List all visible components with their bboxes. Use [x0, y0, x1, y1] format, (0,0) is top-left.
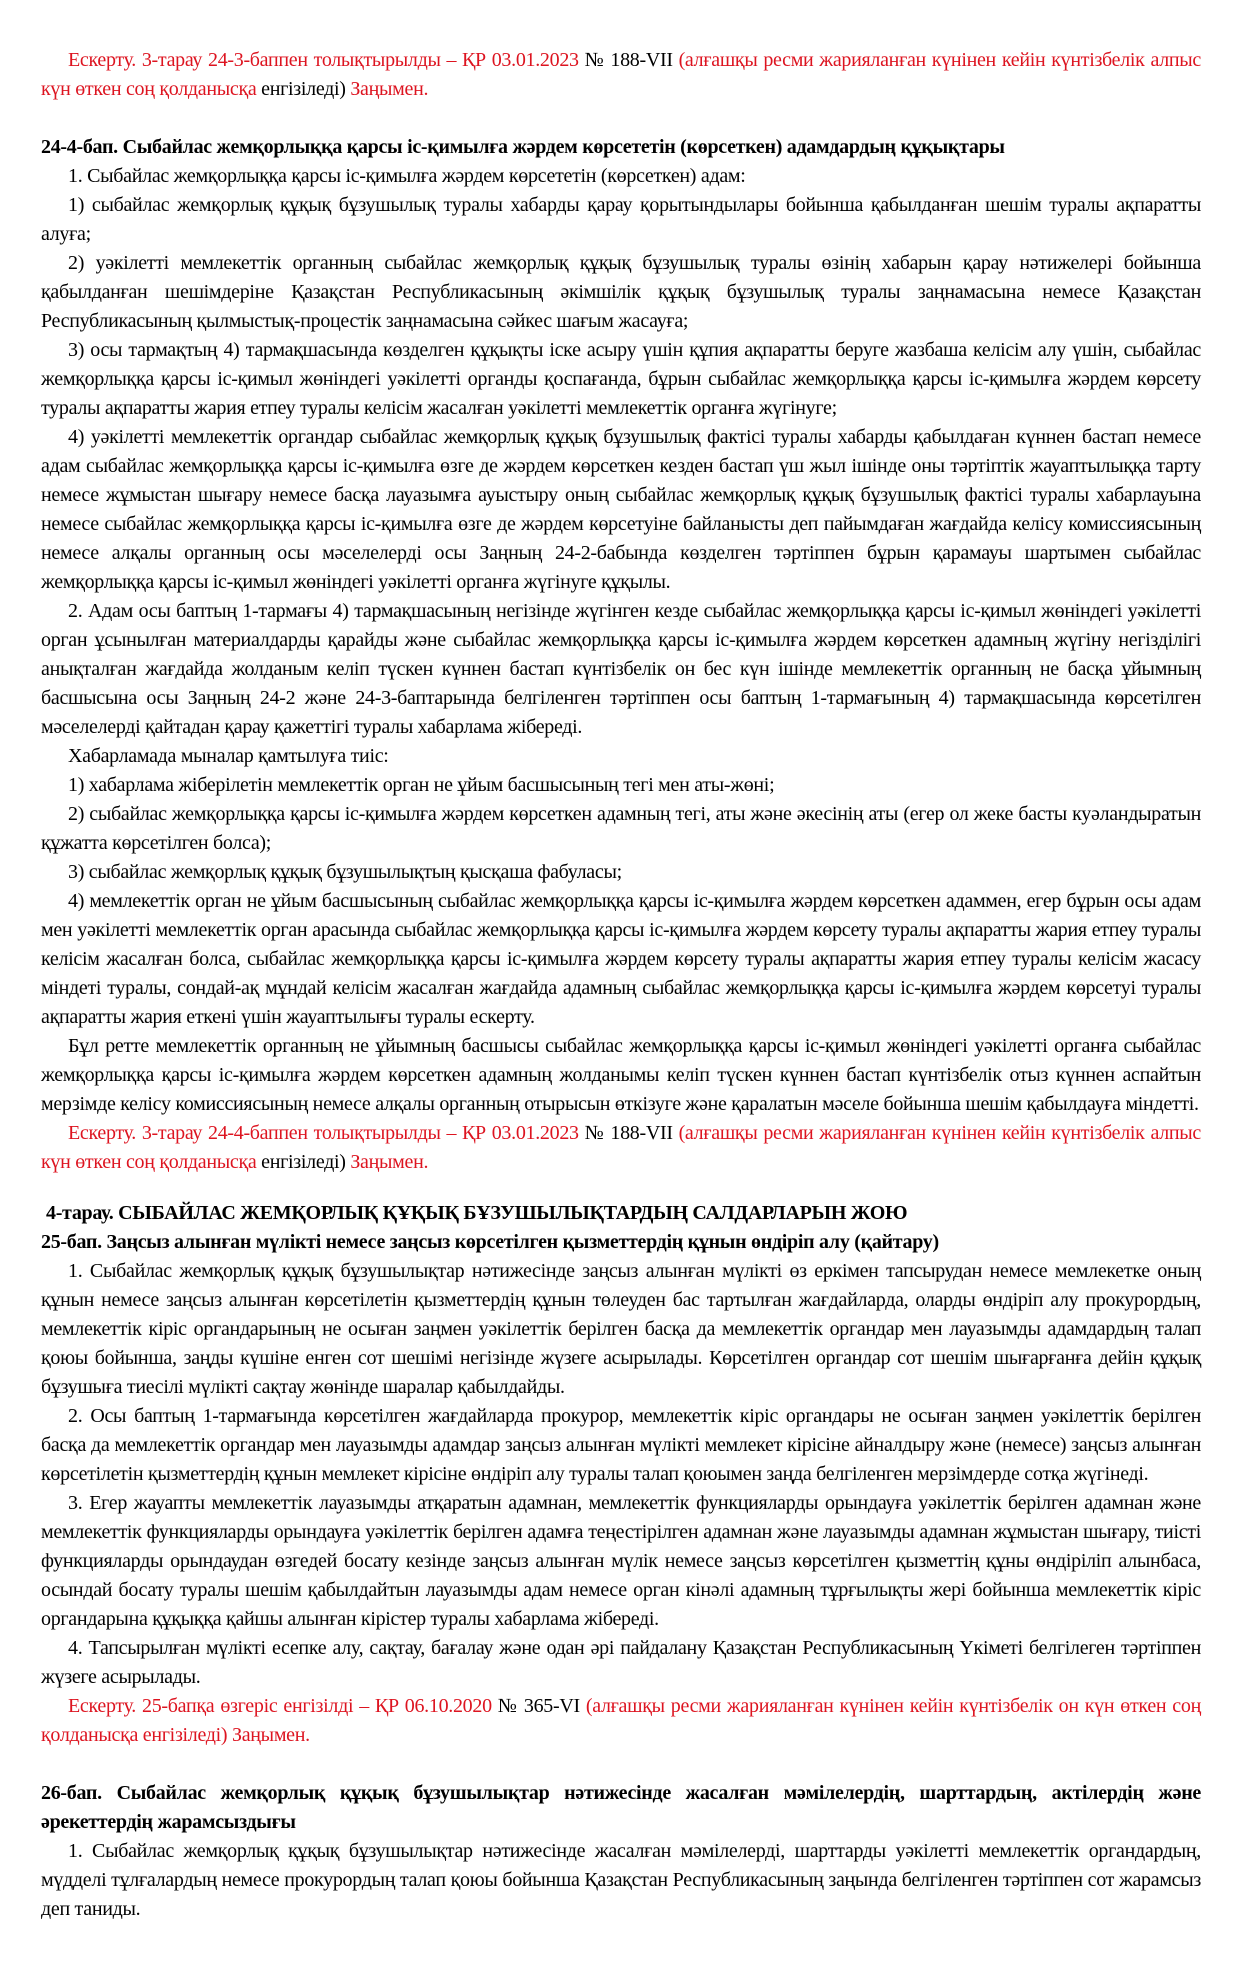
body-paragraph: Бұл ретте мемлекеттік органның не ұйымның басшысы сыбайлас жемқорлыққа қарсы іс-қимыл жөніндегі уәкілетті органға сыбайлас жемқорлыққа қарсы іс-қимылға жәрдем көрсеткен адамның жолданымы келіп түскен күннен бастап күнтізбелік отыз күннен аспайтын мерзімде келісу комиссиясының немесе алқалы органның отырысын өткізуге және қаралатын мәселе бойынша шешім қабылдауға міндетті.: [41, 1035, 1201, 1115]
article-heading: 24-4-бап. Сыбайлас жемқорлыққа қарсы іс-қимылға жәрдем көрсететін (көрсеткен) адамдардың құқықтары: [41, 136, 1005, 158]
amendment-note: [41, 1119, 1201, 1177]
chapter-heading: 4-тарау. СЫБАЙЛАС ЖЕМҚОРЛЫҚ ҚҰҚЫҚ БҰЗУШЫЛЫҚТАРДЫҢ САЛДАРЛАРЫН ЖОЮ: [46, 1202, 908, 1224]
body-paragraph: 1. Сыбайлас жемқорлық құқық бұзушылықтар нәтижесінде заңсыз алынған мүлікті өз еркімен тапсырудан немесе мемлекетке оның құнын немесе заңсыз алынған көрсетілетін қызметтердің құнын төлеуден бас тартылған жағдайларда, оларды өндіріп алу прокурордың, мемлекеттік кіріс органдарының не осыған заңмен уәкілеттік берілген басқа да мемлекеттік органдар мен лауазымды адамдардың талап қоюы бойынша, заңды күшіне енген сот шешімі негізінде жүзеге асырылады. Көрсетілген органдар сот шешім шығарғанға дейін құқық бұзушыға тиесілі мүлікті сақтау жөнінде шаралар қабылдайды.: [41, 1260, 1201, 1398]
amendment-plain-text: № 365-VI: [491, 1695, 586, 1717]
amendment-link[interactable]: (алғашқы ресми жарияланған күнінен кейін күнтізбелік он күн өткен соң қолданысқа енгізіледі) Заңымен.: [41, 1695, 1201, 1746]
body-paragraph: 3) осы тармақтың 4) тармақшасында көзделген құқықты іске асыру үшін құпия ақпаратты беруге жазбаша келісім алу үшін, сыбайлас жемқорлыққа қарсы іс-қимыл жөніндегі уәкілетті органды қоспағанда, бұрын сыбайлас жемқорлыққа қарсы іс-қимылға жәрдем көрсету туралы ақпаратты жария етпеу туралы келісім жасалған уәкілетті мемлекеттік органға жүгінуге;: [41, 339, 1201, 419]
amendment-note: [41, 1692, 1201, 1750]
amendment-link[interactable]: (алғашқы ресми жарияланған күнінен кейін күнтізбелік алпыс күн өткен соң қолданысқа: [41, 49, 1201, 100]
article-heading: 26-бап. Сыбайлас жемқорлық құқық бұзушылықтар нәтижесінде жасалған мәмілелердің, шарттардың, актілердің және әрекеттердің жарамсыздығы: [41, 1782, 1201, 1833]
body-paragraph: 2) уәкілетті мемлекеттік органның сыбайлас жемқорлық құқық бұзушылық туралы өзінің хабарын қарау нәтижелері бойынша қабылданған шешімдеріне Қазақстан Республикасының әкімшілік құқық бұзушылық туралы заңнамасына немесе Қазақстан Республикасының қылмыстық-процестік заңнамасына сәйкес шағым жасауға;: [41, 252, 1201, 332]
amendment-link[interactable]: Ескерту. 3-тарау 24-4-баппен толықтырылды – ҚР 03.01.2023: [68, 1122, 579, 1144]
amendment-plain-text: енгізіледі): [256, 78, 351, 100]
amendment-link[interactable]: Ескерту. 3-тарау 24-3-баппен толықтырылды – ҚР 03.01.2023: [68, 49, 579, 71]
body-paragraph: 1) хабарлама жіберілетін мемлекеттік орган не ұйым басшысының тегі мен аты-жөні;: [68, 774, 775, 796]
amendment-link[interactable]: Заңымен.: [350, 78, 429, 100]
article-heading: 25-бап. Заңсыз алынған мүлікті немесе заңсыз көрсетілген қызметтердің құнын өндіріп алу (қайтару): [41, 1231, 939, 1253]
amendment-plain-text: № 188-VII: [578, 49, 679, 71]
amendment-link[interactable]: Заңымен.: [350, 1151, 429, 1173]
body-paragraph: 4) мемлекеттік орган не ұйым басшысының сыбайлас жемқорлыққа қарсы іс-қимылға жәрдем көрсеткен адаммен, егер бұрын осы адам мен уәкілетті мемлекеттік орган арасында сыбайлас жемқорлыққа қарсы іс-қимылға жәрдем көрсету туралы ақпаратты жария етпеу туралы келісім жасалған болса, сыбайлас жемқорлыққа қарсы іс-қимылға жәрдем көрсету туралы ақпаратты жария етпеу туралы келісім жасасу міндеті туралы, сондай-ақ мұндай келісім жасалған жағдайда адамның сыбайлас жемқорлыққа қарсы іс-қимылға жәрдем көрсетуі туралы ақпаратты жария еткені үшін жауаптылығы туралы ескерту.: [41, 890, 1201, 1028]
amendment-link[interactable]: Ескерту. 25-бапқа өзгеріс енгізілді – ҚР 06.10.2020: [68, 1695, 492, 1717]
body-paragraph: 2) сыбайлас жемқорлыққа қарсы іс-қимылға жәрдем көрсеткен адамның тегі, аты және әкесінің аты (егер ол жеке басты куәландыратын құжатта көрсетілген болса);: [41, 803, 1201, 854]
body-paragraph: 4. Тапсырылған мүлікті есепке алу, сақтау, бағалау және одан әрі пайдалану Қазақстан Республикасының Үкіметі белгілеген тәртіппен жүзеге асырылады.: [41, 1637, 1201, 1688]
body-paragraph: Хабарламада мыналар қамтылуға тиіс:: [68, 745, 389, 767]
body-paragraph: 2. Адам осы баптың 1-тармағы 4) тармақшасының негізінде жүгінген кезде сыбайлас жемқорлыққа қарсы іс-қимыл жөніндегі уәкілетті орган ұсынылған материалдарды қарайды және сыбайлас жемқорлыққа қарсы іс-қимылға жәрдем көрсеткен адамның жүгіну негізділігі анықталған жағдайда жолданым келіп түскен күннен бастап күнтізбелік он бес күн ішінде мемлекеттік органның не басқа ұйымның басшысына осы Заңның 24-2 және 24-3-баптарында белгіленген тәртіппен осы баптың 1-тармағының 4) тармақшасында көрсетілген мәселелерді қайтадан қарау қажеттігі туралы хабарлама жібереді.: [41, 600, 1201, 738]
body-paragraph: 3) сыбайлас жемқорлық құқық бұзушылықтың қысқаша фабуласы;: [68, 861, 622, 883]
body-paragraph: 1) сыбайлас жемқорлық құқық бұзушылық туралы хабарды қарау қорытындылары бойынша қабылданған шешім туралы ақпаратты алуға;: [41, 194, 1201, 245]
body-paragraph: 1. Сыбайлас жемқорлыққа қарсы іс-қимылға жәрдем көрсететін (көрсеткен) адам:: [68, 165, 746, 187]
body-paragraph: 2. Осы баптың 1-тармағында көрсетілген жағдайларда прокурор, мемлекеттік кіріс органдары не осыған заңмен уәкілеттік берілген басқа да мемлекеттік органдар мен лауазымды адамдар заңсыз алынған мүлікті мемлекет кірісіне айналдыру және (немесе) заңсыз алынған көрсетілетін қызметтердің құнын мемлекет кірісіне өндіріп алу туралы талап қоюымен заңда белгіленген мерзімдерде сотқа жүгінеді.: [41, 1405, 1201, 1485]
amendment-note: [41, 46, 1201, 104]
body-paragraph: 3. Егер жауапты мемлекеттік лауазымды атқаратын адамнан, мемлекеттік функцияларды орындауға уәкілеттік берілген адамнан және мемлекеттік функцияларды орындауға уәкілеттік берілген адамға теңестірілген адамнан және лауазымды адамнан жұмыстан шығару, тиісті функцияларды орындаудан өзгедей босату кезінде заңсыз алынған мүлік немесе заңсыз көрсетілген қызметтің құны өндіріліп алынбаса, осындай босату туралы шешім қабылдайтын лауазымды адам немесе орган кінәлі адамның тұрғылықты жері бойынша мемлекеттік кіріс органдарына құқыққа қайшы алынған кірістер туралы хабарлама жібереді.: [41, 1492, 1201, 1630]
amendment-plain-text: № 188-VII: [578, 1122, 679, 1144]
amendment-plain-text: енгізіледі): [256, 1151, 351, 1173]
body-paragraph: 4) уәкілетті мемлекеттік органдар сыбайлас жемқорлық құқық бұзушылық фактісі туралы хабарды қабылдаған күннен бастап немесе адам сыбайлас жемқорлыққа қарсы іс-қимылға өзге де жәрдем көрсеткен кезден бастап үш жыл ішінде оны тәртіптік жауаптылыққа тарту немесе жұмыстан шығару немесе басқа лауазымға ауыстыру оның сыбайлас жемқорлық құқық бұзушылық фактісі туралы хабарлауына немесе сыбайлас жемқорлыққа қарсы іс-қимылға өзге де жәрдем көрсетуіне байланысты деп пайымдаған жағдайда келісу комиссиясының немесе алқалы органның осы мәселелерді осы Заңның 24-2-бабында көзделген тәртіппен бұрын қарамауы шартымен сыбайлас жемқорлыққа қарсы іс-қимыл жөніндегі уәкілетті органға жүгінуге құқылы.: [41, 426, 1201, 593]
amendment-link[interactable]: (алғашқы ресми жарияланған күнінен кейін күнтізбелік алпыс күн өткен соң қолданысқа: [41, 1122, 1201, 1173]
body-paragraph: 1. Сыбайлас жемқорлық құқық бұзушылықтар нәтижесінде жасалған мәмілелерді, шарттарды уәкілетті мемлекеттік органдардың, мүдделі тұлғалардың немесе прокурордың талап қоюы бойынша Қазақстан Республикасының заңында белгіленген тәртіппен сот жарамсыз деп таниды.: [41, 1840, 1201, 1920]
